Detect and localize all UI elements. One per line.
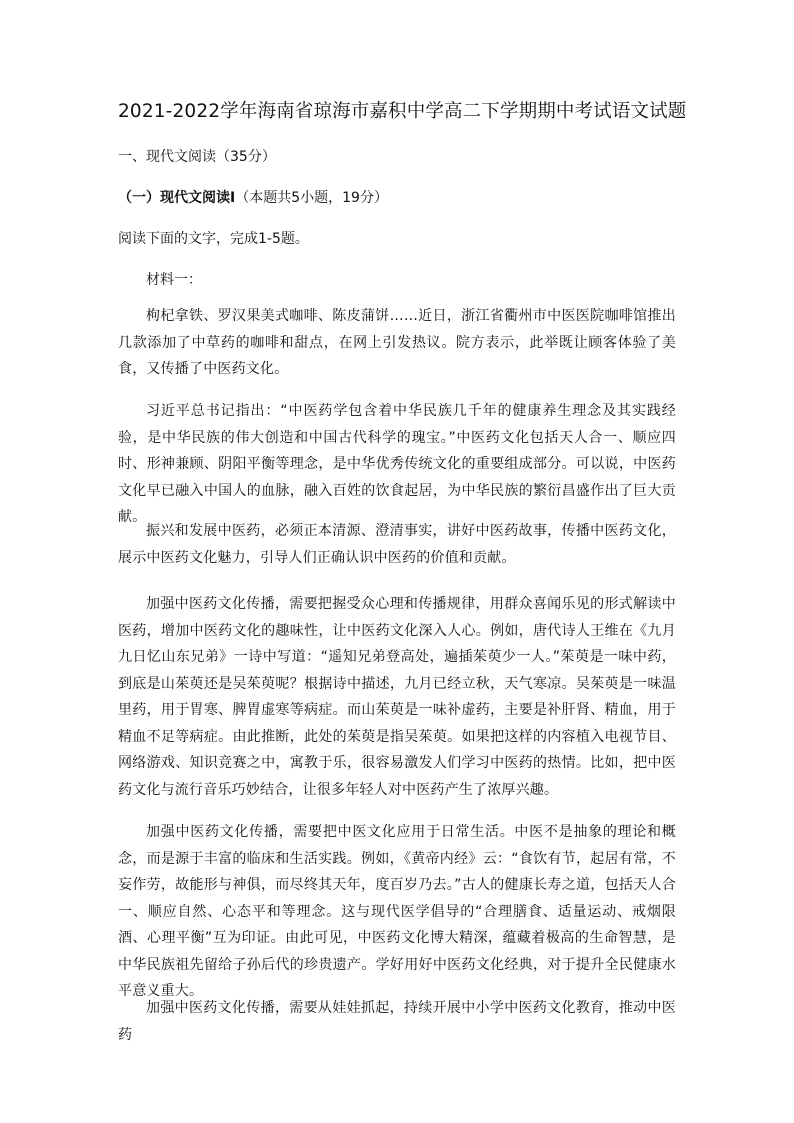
section-heading: 一、现代文阅读（35分） bbox=[118, 149, 276, 165]
subsection-note: （本题共5小题，19分） bbox=[235, 190, 388, 206]
material-label: 材料一： bbox=[146, 272, 202, 288]
paragraph-6: 加强中医药文化传播，需要从娃娃抓起，持续开展中小学中医药文化教育，推动中医药 bbox=[118, 1000, 676, 1043]
paragraph-5: 加强中医药文化传播，需要把中医文化应用于日常生活。中医不是抽象的理论和概念，而是源于丰富的临床和生活实践。例如，《黄帝内经》云：“食饮有节，起居有常，不妄作劳，故能形与神俱，而尽终其天年，度百岁乃去。”古人的健康长寿之道，包括天人合一、顺应自然、心态平和等理念。这与现代医学倡导的“合理膳食、适量运动、戒烟限酒、心理平衡”互为印证。由此可见，中医药文化博大精深，蕴藏着极高的生命智慧，是中华民族祖先留给子孙后代的珍贵遗产。学好用好中医药文化经典，对于提升全民健康水平意义重大。 bbox=[118, 824, 676, 999]
paragraph-1: 枸杞拿铁、罗汉果美式咖啡、陈皮蒲饼……近日，浙江省衢州市中医医院咖啡馆推出几款添加了中草药的咖啡和甜点，在网上引发热议。院方表示，此举既让顾客体验了美食，又传播了中医药文化。 bbox=[118, 308, 676, 377]
reading-instruction: 阅读下面的文字，完成1-5题。 bbox=[118, 231, 309, 247]
paragraph-3: 振兴和发展中医药，必须正本清源、澄清事实，讲好中医药故事，传播中医药文化，展示中医药文化魅力，引导人们正确认识中医药的价值和贡献。 bbox=[118, 523, 676, 566]
subsection-label: （一）现代文阅读Ⅰ bbox=[118, 190, 236, 206]
page-title: 2021-2022学年海南省琼海市嘉积中学高二下学期期中考试语文试题 bbox=[118, 101, 687, 122]
subsection-heading bbox=[118, 187, 388, 207]
paragraph-2: 习近平总书记指出：“中医药学包含着中华民族几千年的健康养生理念及其实践经验，是中华民族的伟大创造和中国古代科学的瑰宝。”中医药文化包括天人合一、顺应四时、形神兼顾、阴阳平衡等理念，是中华优秀传统文化的重要组成部分。可以说，中医药文化早已融入中国人的血脉，融入百姓的饮食起居，为中华民族的繁衍昌盛作出了巨大贡献。 bbox=[118, 403, 676, 525]
paragraph-4: 加强中医药文化传播，需要把握受众心理和传播规律，用群众喜闻乐见的形式解读中医药，增加中医药文化的趣味性，让中医药文化深入人心。例如，唐代诗人王维在《九月九日忆山东兄弟》一诗中写道：“遥知兄弟登高处，遍插茱萸少一人。”茱萸是一味中药，到底是山茱萸还是吴茱萸呢？根据诗中描述，九月已经立秋，天气寒凉。吴茱萸是一味温里药，用于胃寒、脾胃虚寒等病症。而山茱萸是一味补虚药，主要是补肝肾、精血，用于精血不足等病症。由此推断，此处的茱萸是指吴茱萸。如果把这样的内容植入电视节目、网络游戏、知识竞赛之中，寓教于乐，很容易激发人们学习中医药的热情。比如，把中医药文化与流行音乐巧妙结合，让很多年轻人对中医药产生了浓厚兴趣。 bbox=[118, 596, 676, 798]
